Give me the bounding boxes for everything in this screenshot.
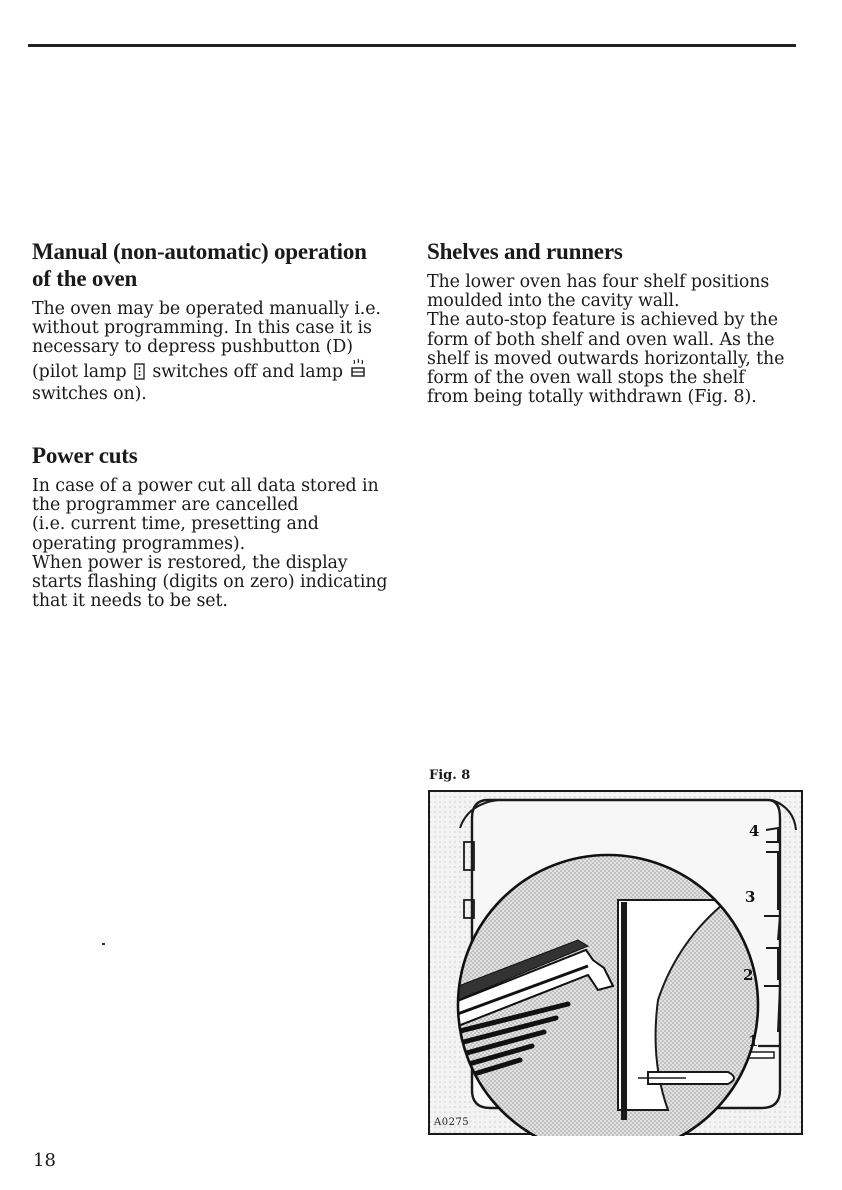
paragraph-line: form of the oven wall stops the shelf <box>427 368 745 389</box>
paragraph-text: (pilot lamp <box>32 361 127 382</box>
shelf-number: 3 <box>745 888 756 906</box>
figure-label: Fig. 8 <box>429 768 471 783</box>
paragraph-line: starts flashing (digits on zero) indicating <box>32 572 388 593</box>
paragraph-line: operating programmes). <box>32 533 246 554</box>
print-speck <box>102 943 105 945</box>
paragraph-line-with-icons <box>32 358 404 385</box>
oven-shelf-illustration <box>428 790 804 1136</box>
manual-operation-heading <box>32 238 404 292</box>
manual-operation-section <box>32 238 404 404</box>
paragraph-line: moulded into the cavity wall. <box>427 291 680 312</box>
paragraph-line: switches on). <box>32 383 147 404</box>
paragraph-line: form of both shelf and oven wall. As the <box>427 329 775 350</box>
figure-code: A0275 <box>434 1117 470 1128</box>
oven-shelf-figure <box>428 790 804 1136</box>
heading-line: Manual (non-automatic) operation <box>32 239 367 264</box>
paragraph-line: from being totally withdrawn (Fig. 8). <box>427 387 757 408</box>
power-cuts-paragraph <box>32 477 404 611</box>
paragraph-line: necessary to depress pushbutton (D) <box>32 337 353 358</box>
paragraph-text: switches off and lamp <box>152 361 343 382</box>
shelves-heading: Shelves and runners <box>427 239 623 264</box>
pilot-lamp-icon <box>134 363 145 385</box>
heading-line: of the oven <box>32 266 138 291</box>
paragraph-line: the programmer are cancelled <box>32 495 299 516</box>
shelf-number: 4 <box>749 822 760 840</box>
oven-lamp-icon <box>350 358 366 385</box>
right-column <box>427 238 799 407</box>
page-number: 18 <box>33 1150 56 1171</box>
paragraph-line: without programming. In this case it is <box>32 318 372 339</box>
power-cuts-heading: Power cuts <box>32 443 138 469</box>
paragraph-line: In case of a power cut all data stored in <box>32 476 379 497</box>
shelf-number: 2 <box>743 966 754 984</box>
shelves-section <box>427 238 799 407</box>
paragraph-line: The auto-stop feature is achieved by the <box>427 310 778 331</box>
shelves-paragraph <box>427 273 799 407</box>
paragraph-line: The lower oven has four shelf positions <box>427 272 770 292</box>
paragraph-line: (i.e. current time, presetting and <box>32 514 319 535</box>
manual-operation-paragraph <box>32 300 404 404</box>
top-rule <box>28 44 796 47</box>
paragraph-line: The oven may be operated manually i.e. <box>32 299 381 319</box>
left-column <box>32 238 404 611</box>
paragraph-line: When power is restored, the display <box>32 552 348 573</box>
power-cuts-section <box>32 442 404 611</box>
shelf-number: 1 <box>748 1032 759 1050</box>
paragraph-line: shelf is moved outwards horizontally, the <box>427 348 785 369</box>
paragraph-line: that it needs to be set. <box>32 591 228 612</box>
